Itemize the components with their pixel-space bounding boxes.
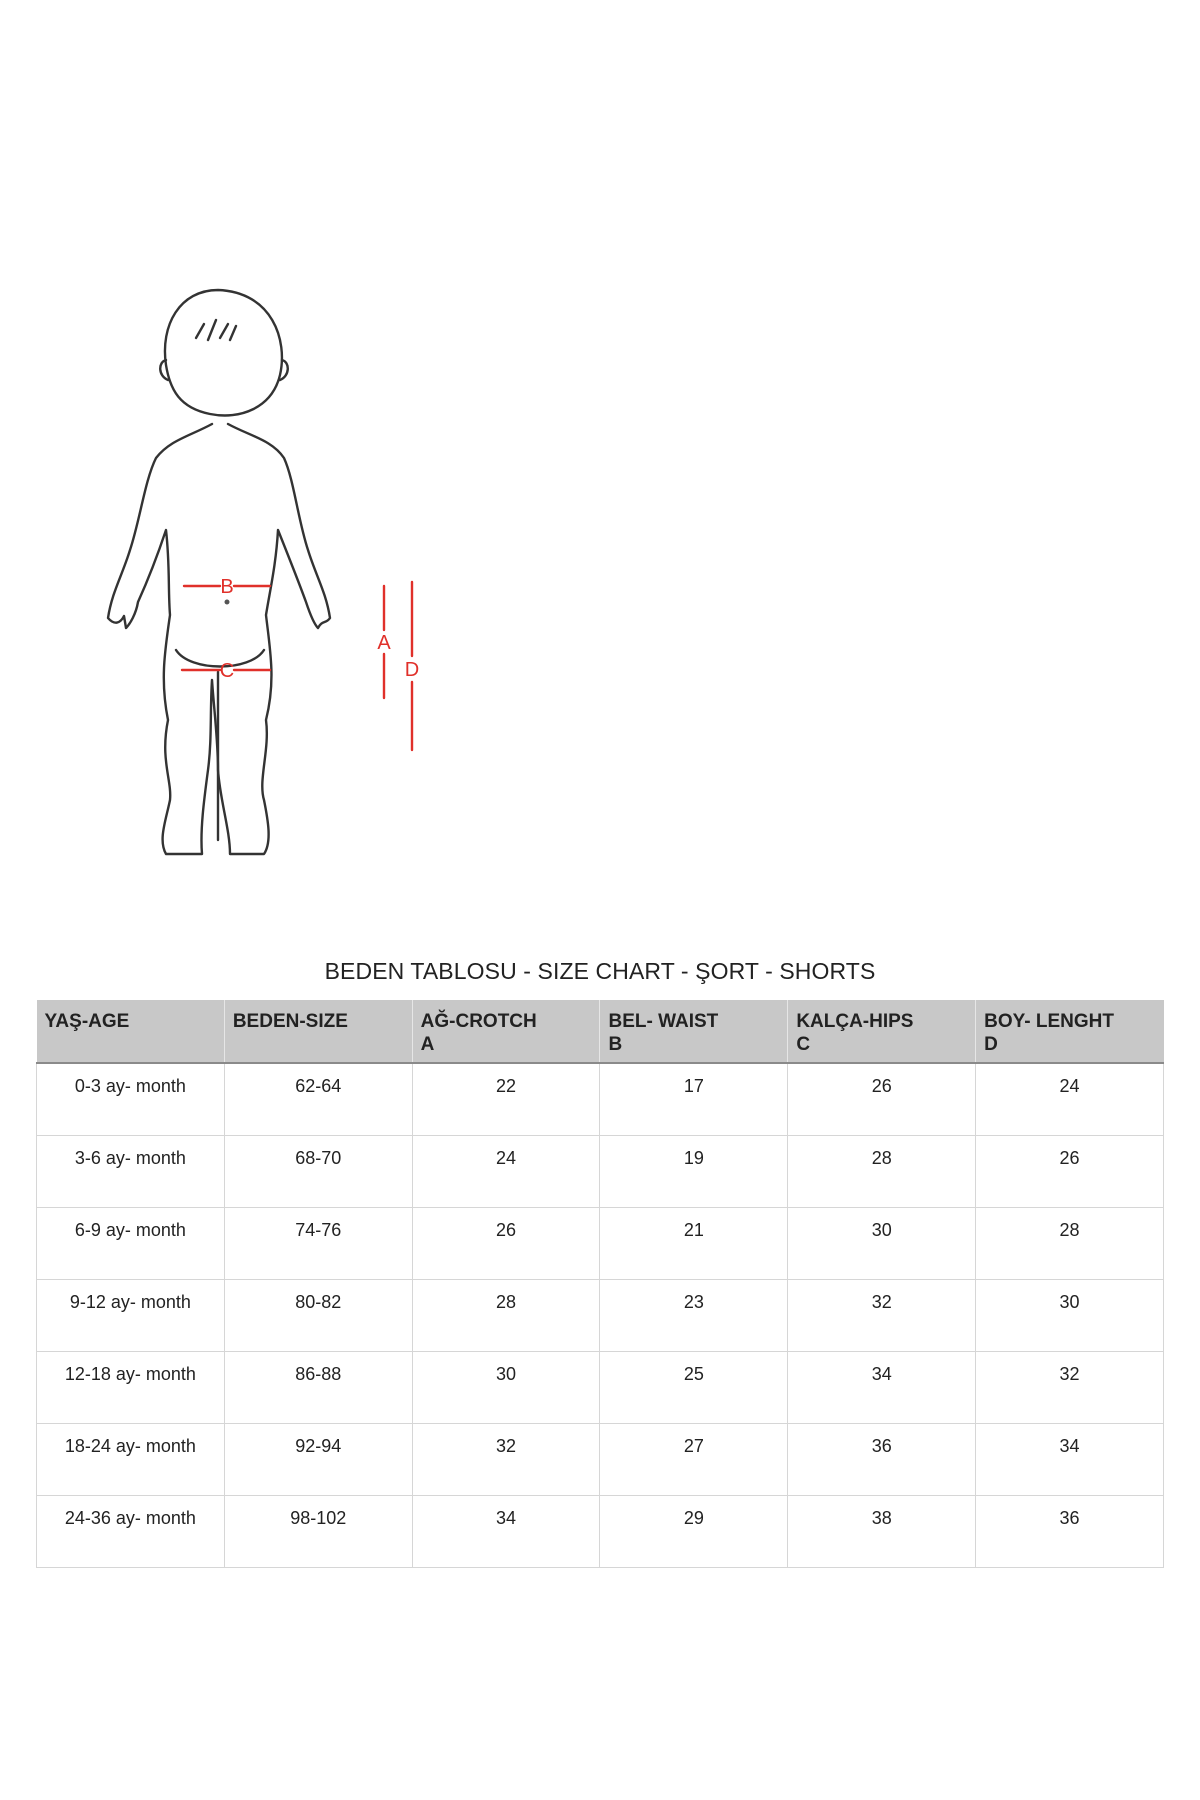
hair-strokes <box>196 320 236 340</box>
table-cell: 74-76 <box>224 1207 412 1279</box>
table-cell: 30 <box>976 1279 1164 1351</box>
table-cell: 38 <box>788 1495 976 1567</box>
marker-b: B <box>220 576 234 598</box>
marker-d: D <box>404 659 420 681</box>
table-cell: 26 <box>788 1063 976 1135</box>
table-cell: 22 <box>412 1063 600 1135</box>
marker-a: A <box>377 632 391 654</box>
table-body <box>37 1063 1164 1567</box>
table-cell: 92-94 <box>224 1423 412 1495</box>
column-header-measure-letter: B <box>608 1034 623 1055</box>
column-header-measure-letter: C <box>796 1034 811 1055</box>
table-cell: 25 <box>600 1351 788 1423</box>
table-cell: 3-6 ay- month <box>37 1135 225 1207</box>
table-cell: 18-24 ay- month <box>37 1423 225 1495</box>
table-cell: 32 <box>788 1279 976 1351</box>
table-row <box>37 1279 1164 1351</box>
table-cell: 12-18 ay- month <box>37 1351 225 1423</box>
table-cell: 34 <box>976 1423 1164 1495</box>
column-header <box>976 1000 1164 1063</box>
column-header-label: BOY- LENGHT <box>984 1011 1114 1032</box>
column-header-measure-letter: A <box>420 1034 435 1055</box>
table-row <box>37 1135 1164 1207</box>
column-header-measure-letter: D <box>984 1034 998 1055</box>
column-header-label: BEDEN-SIZE <box>232 1011 348 1032</box>
table-cell: 24-36 ay- month <box>37 1495 225 1567</box>
table-cell: 98-102 <box>224 1495 412 1567</box>
column-header <box>412 1000 600 1063</box>
table-cell: 32 <box>412 1423 600 1495</box>
navel-dot <box>225 600 230 605</box>
column-header <box>600 1000 788 1063</box>
column-header-label: KALÇA-HIPS <box>796 1011 914 1032</box>
table-cell: 27 <box>600 1423 788 1495</box>
table-row <box>37 1495 1164 1567</box>
table-row <box>37 1207 1164 1279</box>
table-cell: 62-64 <box>224 1063 412 1135</box>
table-row <box>37 1423 1164 1495</box>
table-cell: 68-70 <box>224 1135 412 1207</box>
table-cell: 30 <box>788 1207 976 1279</box>
table-cell: 28 <box>976 1207 1164 1279</box>
size-chart-table <box>36 1000 1164 1568</box>
table-cell: 6-9 ay- month <box>37 1207 225 1279</box>
table-cell: 34 <box>788 1351 976 1423</box>
table-cell: 21 <box>600 1207 788 1279</box>
table-cell: 26 <box>412 1207 600 1279</box>
column-header-label: BEL- WAIST <box>608 1011 719 1032</box>
table-cell: 24 <box>976 1063 1164 1135</box>
column-header <box>788 1000 976 1063</box>
head-outline <box>165 290 282 415</box>
table-cell: 86-88 <box>224 1351 412 1423</box>
table-header-row <box>37 1000 1164 1063</box>
child-body-diagram <box>100 280 440 900</box>
column-header-label: AĞ-CROTCH <box>420 1011 537 1032</box>
table-cell: 0-3 ay- month <box>37 1063 225 1135</box>
table-cell: 26 <box>976 1135 1164 1207</box>
table-row <box>37 1351 1164 1423</box>
table-cell: 19 <box>600 1135 788 1207</box>
marker-c: C <box>219 660 235 682</box>
table-cell: 29 <box>600 1495 788 1567</box>
size-chart-title: BEDEN TABLOSU - SIZE CHART - ŞORT - SHORTS <box>324 958 876 984</box>
table-cell: 30 <box>412 1351 600 1423</box>
table-cell: 28 <box>788 1135 976 1207</box>
table-cell: 32 <box>976 1351 1164 1423</box>
column-header-label: YAŞ-AGE <box>44 1011 130 1032</box>
table-cell: 36 <box>976 1495 1164 1567</box>
column-header <box>224 1000 412 1063</box>
column-header <box>37 1000 225 1063</box>
table-cell: 34 <box>412 1495 600 1567</box>
table-cell: 9-12 ay- month <box>37 1279 225 1351</box>
table-cell: 24 <box>412 1135 600 1207</box>
table-cell: 36 <box>788 1423 976 1495</box>
table-cell: 80-82 <box>224 1279 412 1351</box>
table-cell: 23 <box>600 1279 788 1351</box>
table-cell: 17 <box>600 1063 788 1135</box>
ears <box>160 360 288 380</box>
table-row <box>37 1063 1164 1135</box>
table-cell: 28 <box>412 1279 600 1351</box>
